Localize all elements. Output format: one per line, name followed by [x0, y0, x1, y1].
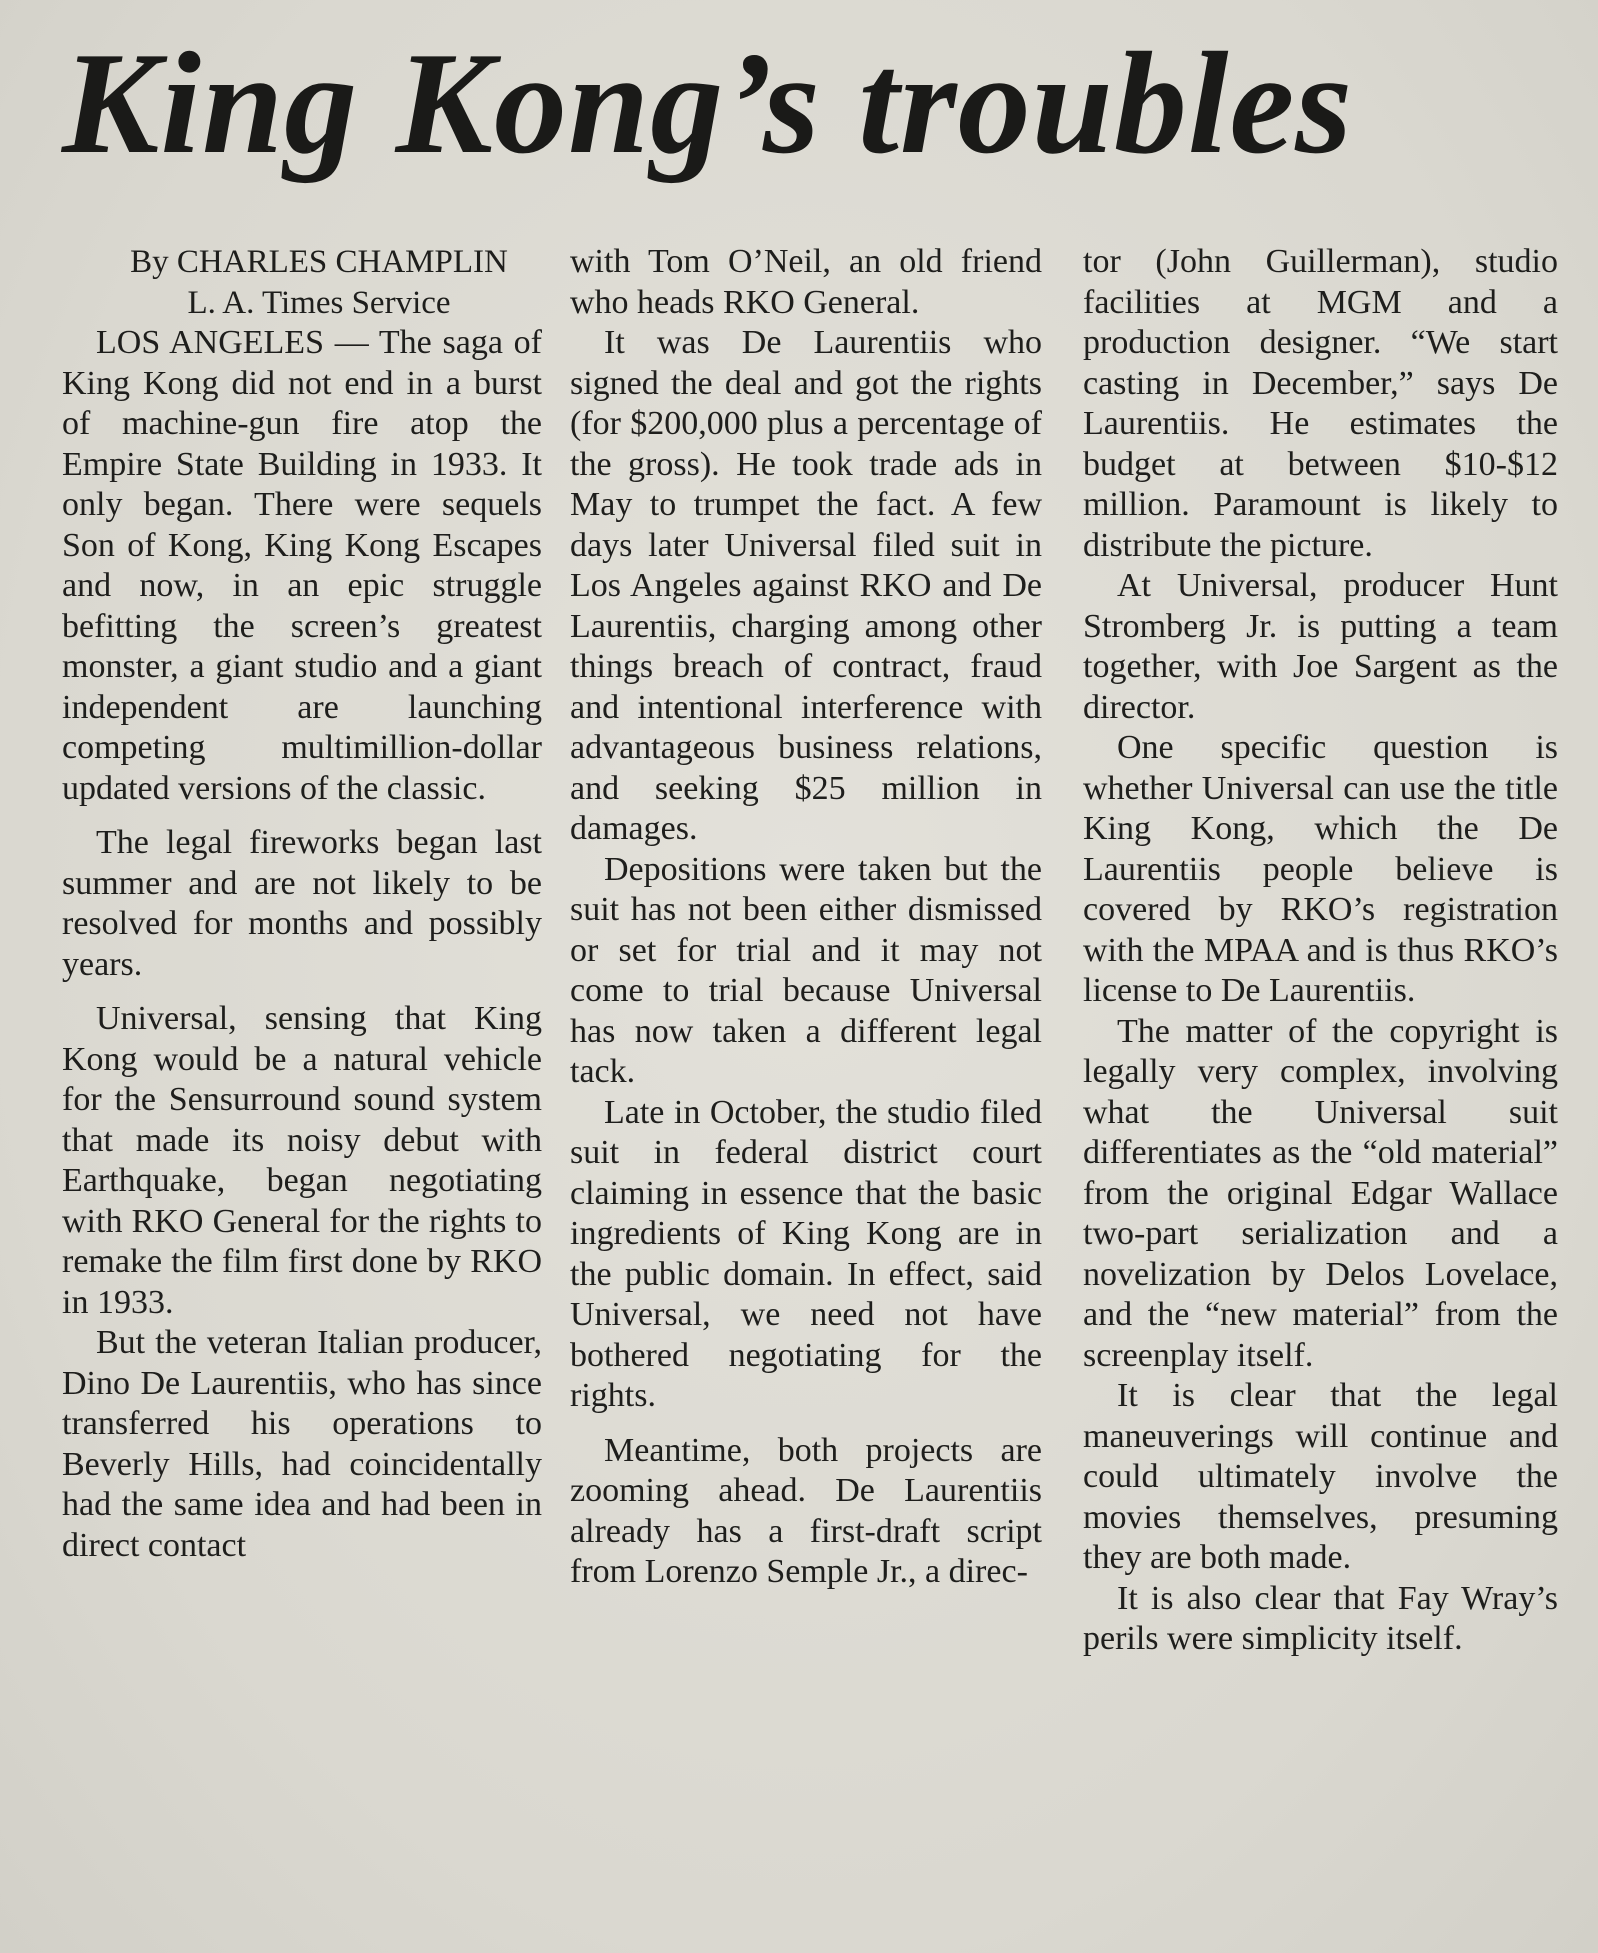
paragraph: LOS ANGELES — The saga of King Kong did not end in a burst of machine-gun fire atop the Empire State Building in 1933. It only began. There were sequels Son of Kong, King Kong Escapes and now, in an epic struggle befitting the screen’s greatest monster, a giant studio and a giant independent are launching competing multimillion-dollar updated versions of the classic.: [62, 324, 542, 807]
paragraph: The legal fireworks began last summer and are not likely to be resolved for months and possibly years.: [62, 824, 542, 983]
article-column-3: [1083, 242, 1558, 1660]
paragraph: It is also clear that Fay Wray’s perils were simplicity itself.: [1083, 1579, 1558, 1657]
paragraph: It was De Laurentiis who signed the deal and got the rights (for $200,000 plus a percentage of the gross). He took trade ads in May to trumpet the fact. A few days later Universal filed suit in Los Angeles against RKO and De Laurentiis, charging among other things breach of contract, fraud and intentional interference with advantageous business relations, and seeking $25 million in damages.: [570, 324, 1042, 847]
paragraph: At Universal, producer Hunt Stromberg Jr. is putting a team together, with Joe Sargent as the director.: [1083, 567, 1558, 726]
paragraph: But the veteran Italian producer, Dino De Laurentiis, who has since transferred his operations to Beverly Hills, had coincidentally had the same idea and had been in direct contact: [62, 1324, 542, 1564]
paragraph: The matter of the copyright is legally very complex, involving what the Universal suit differentiates as the “old material” from the original Edgar Wallace two-part serialization and a novelization by Delos Lovelace, and the “new material” from the screenplay itself.: [1083, 1012, 1558, 1374]
paragraph: One specific question is whether Universal can use the title King Kong, which the De Laurentiis people believe is covered by RKO’s registration with the MPAA and is thus RKO’s license to De Laurentiis.: [1083, 729, 1558, 1009]
paragraph: with Tom O’Neil, an old friend who heads RKO General.: [570, 243, 1042, 321]
byline: By CHARLES CHAMPLIN: [130, 244, 508, 280]
paragraph: Late in October, the studio filed suit in federal district court claiming in essence that the basic ingredients of King Kong are in the public domain. In effect, said Universal, we need not have bothered negotiating for the rights.: [570, 1093, 1042, 1414]
paragraph: tor (John Guillerman), studio facilities at MGM and a production designer. “We start casting in December,” says De Laurentiis. He estimates the budget at between $10-$12 million. Paramount is likely to distribute the picture.: [1083, 243, 1558, 564]
headline: King Kong’s troubles: [62, 22, 1354, 184]
article-column-1: [62, 242, 542, 1566]
wire-service: L. A. Times Service: [187, 284, 451, 321]
paragraph: Meantime, both projects are zooming ahead. De Laurentiis already has a first-draft script from Lorenzo Semple Jr., a direc-: [570, 1431, 1042, 1590]
paragraph: Universal, sensing that King Kong would be a natural vehicle for the Sensurround sound system that made its noisy debut with Earthquake, began negotiating with RKO General for the rights to remake the film first done by RKO in 1933.: [62, 1000, 542, 1321]
paragraph: Depositions were taken but the suit has not been either dismissed or set for trial and it may not come to trial because Universal has now taken a different legal tack.: [570, 850, 1042, 1090]
paragraph: It is clear that the legal maneuverings will continue and could ultimately involve the movies themselves, presuming they are both made.: [1083, 1377, 1558, 1576]
article-column-2: [570, 242, 1042, 1593]
